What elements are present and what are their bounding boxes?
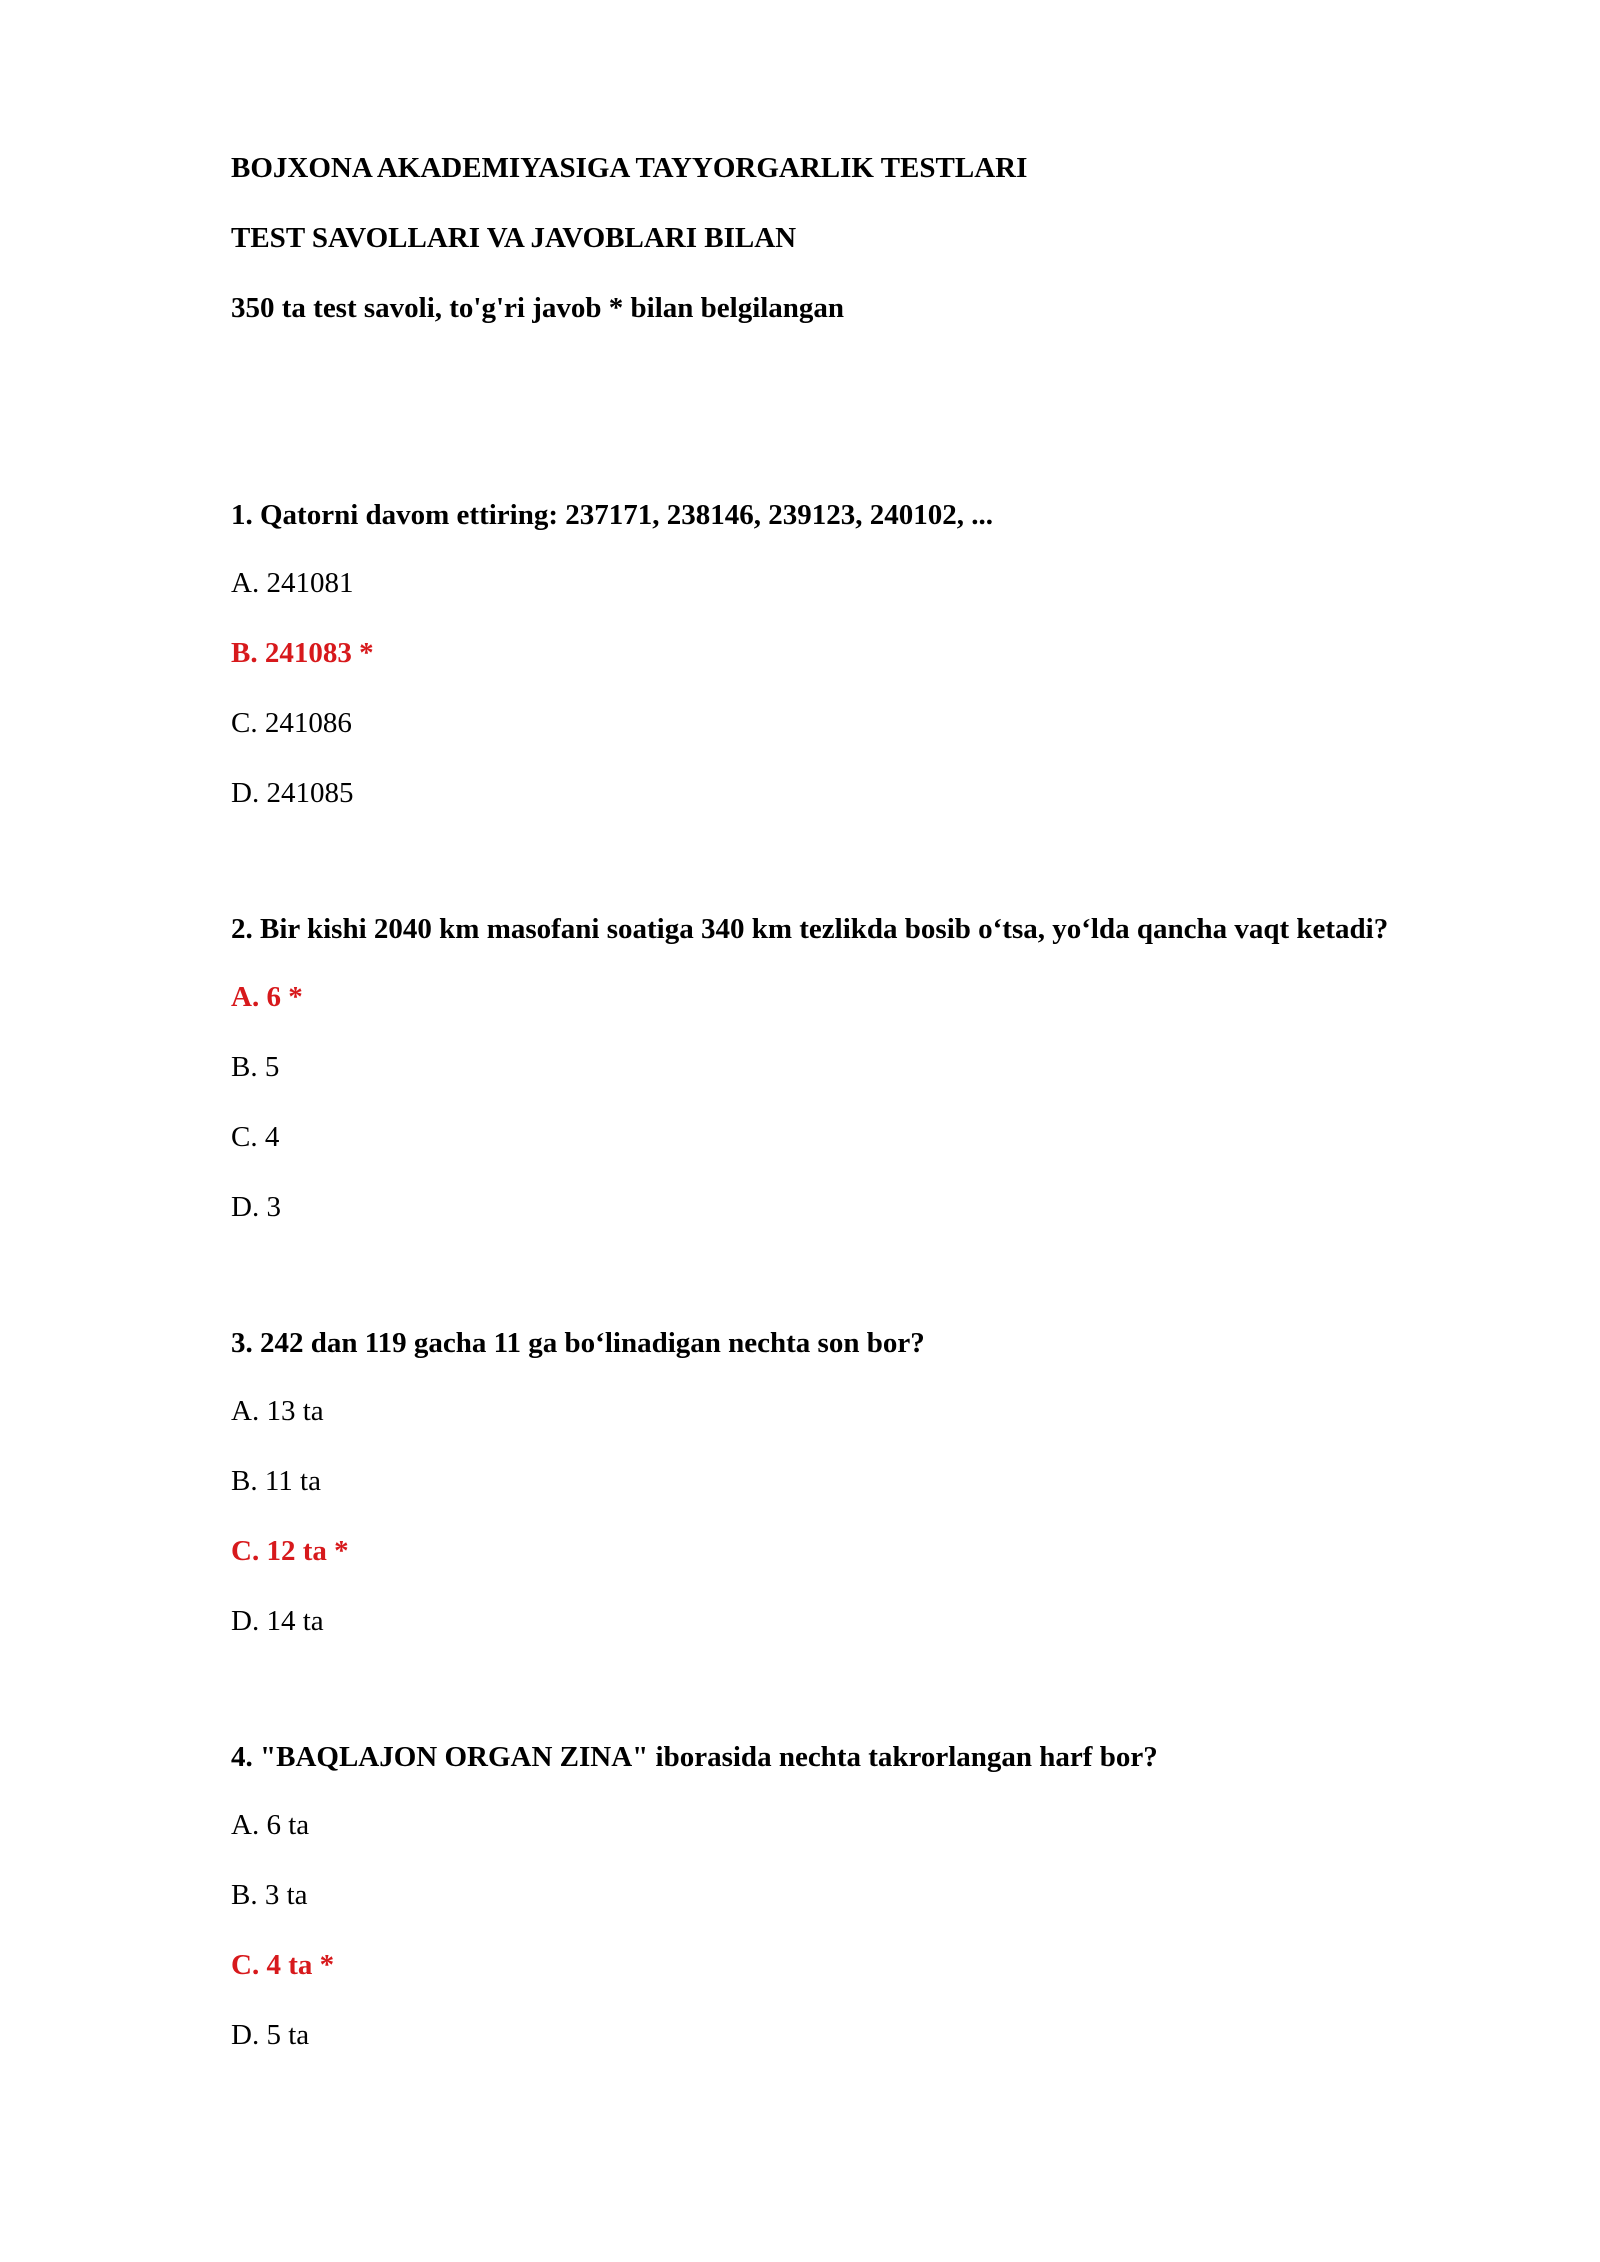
option-b: B. 5: [231, 1051, 280, 1083]
document-title: BOJXONA AKADEMIYASIGA TAYYORGARLIK TESTLARI: [231, 152, 1028, 184]
question-4: [231, 1736, 1431, 2055]
question-text: 3. 242 dan 119 gacha 11 ga bo‘linadigan nechta son bor?: [231, 1327, 925, 1359]
question-text: 1. Qatorni davom ettiring: 237171, 238146, 239123, 240102, ...: [231, 499, 994, 531]
document-page: [231, 148, 1431, 2150]
option-a: A. 13 ta: [231, 1395, 324, 1427]
option-b: B. 241083 *: [231, 637, 374, 669]
option-a: A. 6 *: [231, 981, 303, 1013]
question-1: [231, 494, 1431, 813]
document-subtitle: TEST SAVOLLARI VA JAVOBLARI BILAN: [231, 222, 797, 254]
question-text: 4. "BAQLAJON ORGAN ZINA" iborasida nechta takrorlangan harf bor?: [231, 1741, 1158, 1773]
option-a: A. 6 ta: [231, 1809, 310, 1841]
option-b: B. 11 ta: [231, 1465, 321, 1497]
option-c: C. 12 ta *: [231, 1535, 349, 1567]
question-2: [231, 908, 1431, 1227]
option-c: C. 4 ta *: [231, 1949, 335, 1981]
option-c: C. 4: [231, 1121, 280, 1153]
question-3: [231, 1322, 1431, 1641]
option-d: D. 5 ta: [231, 2019, 310, 2051]
question-text: 2. Bir kishi 2040 km masofani soatiga 340 km tezlikda bosib o‘tsa, yo‘lda qancha vaqt ketadi?: [231, 913, 1389, 945]
option-a: A. 241081: [231, 567, 354, 599]
option-d: D. 241085: [231, 777, 354, 809]
document-note: 350 ta test savoli, to'g'ri javob * bilan belgilangan: [231, 292, 845, 324]
option-d: D. 14 ta: [231, 1605, 324, 1637]
option-c: C. 241086: [231, 707, 352, 739]
option-d: D. 3: [231, 1191, 281, 1223]
question-list: [231, 494, 1431, 2055]
option-b: B. 3 ta: [231, 1879, 308, 1911]
